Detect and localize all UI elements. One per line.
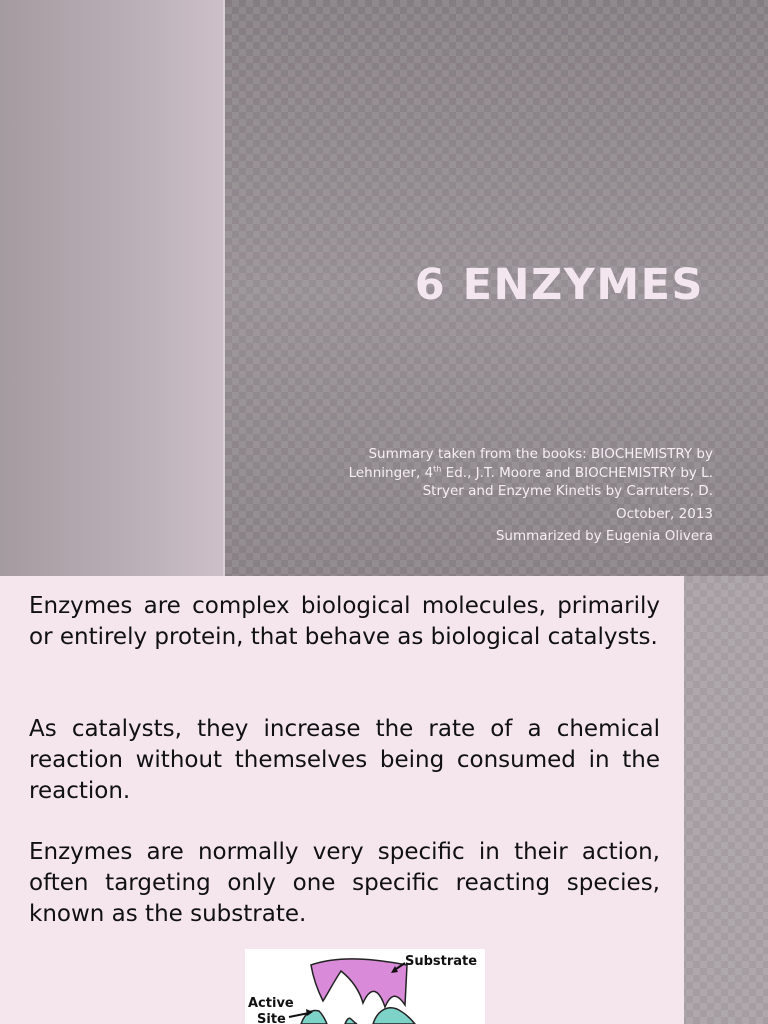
summary-line-2 [293, 464, 713, 483]
paragraph-catalysts: As catalysts, they increase the rate of a chemical reaction without themselves being consumed in the reaction. [29, 716, 660, 804]
content-panel [0, 576, 684, 1024]
slide-subtitle [293, 445, 713, 546]
edition-superscript: th [433, 464, 442, 473]
substrate-shape [311, 959, 407, 1007]
summary-line-3: Stryer and Enzyme Kinetis by Carruters, D. [422, 483, 713, 499]
active-site-label: Active [248, 996, 294, 1011]
active-site-label-2: Site [257, 1012, 286, 1024]
enzyme-substrate-figure [245, 949, 485, 1024]
summary-line-2-end: Ed., J.T. Moore and BIOCHEMISTRY by L. [441, 464, 713, 481]
paragraph-specificity: Enzymes are normally very specific in their action, often targeting only one specific reacting species, known as the substrate. [29, 839, 660, 927]
enzyme-shape-right [373, 1008, 415, 1024]
summary-line-2-start: Lehninger, 4 [348, 464, 434, 481]
left-gradient-panel [0, 0, 223, 576]
summary-line-1: Summary taken from the books: BIOCHEMISTRY by [368, 446, 713, 462]
enzyme-shape-left [301, 1011, 327, 1024]
content-slide [0, 576, 768, 1024]
paragraph-definition: Enzymes are complex biological molecules, primarily or entirely protein, that behave as biological catalysts. [29, 593, 660, 650]
slide-title: 6 ENZYMES [414, 260, 704, 310]
slide-date: October, 2013 [616, 505, 713, 522]
slide-author: Summarized by Eugenia Olivera [495, 528, 713, 544]
enzyme-shape-middle [345, 1018, 357, 1024]
substrate-label: Substrate [405, 954, 478, 969]
enzyme-substrate-diagram [245, 949, 485, 1024]
